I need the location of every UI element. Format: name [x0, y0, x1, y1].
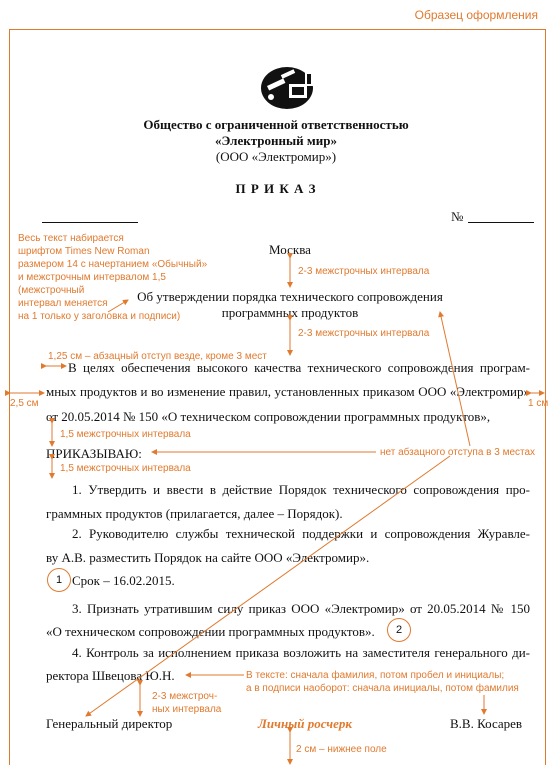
item3-line1: 3. Признать утратившим силу приказ ООО «Электромир» от 20.05.2014 № 150	[72, 601, 530, 616]
item4-line2: ректора Швецова Ю.Н.	[46, 668, 175, 683]
body-p1-line2: мных продуктов и во изменение правил, установленных приказом ООО «Электромир»	[46, 384, 530, 399]
date-line	[42, 222, 138, 223]
org-line-2: «Электронный мир»	[215, 133, 337, 148]
order-word: ПРИКАЗЫВАЮ:	[46, 446, 142, 461]
gap-15-a-note: 1,5 межстрочных интервала	[60, 429, 191, 440]
indent-note: 1,25 см – абзацный отступ везде, кроме 3 мест	[48, 351, 267, 362]
item4-line1: 4. Контроль за исполнением приказа возложить на заместителя генерального ди-	[72, 645, 530, 660]
org-line-3: (ООО «Электромир»)	[215, 149, 337, 164]
marker-circle-2: 2	[387, 618, 411, 642]
marker-circle-1: 1	[47, 568, 71, 592]
gap-15-b-note: 1,5 межстрочных интервала	[60, 463, 191, 474]
city: Москва	[269, 242, 311, 257]
bottom-margin-note: 2 см – нижнее поле	[296, 744, 387, 755]
title-line-1: Об утверждении порядка технического сопровождения	[137, 289, 443, 304]
org-line-1: Общество с ограниченной ответственностью	[143, 117, 409, 132]
gap-sign-note: 2-3 межстроч- ных интервала	[152, 691, 222, 715]
signature-mark: Личный росчерк	[258, 716, 352, 731]
left-margin-note: 2,5 см	[10, 398, 39, 409]
signature-name: В.В. Косарев	[450, 716, 523, 731]
item1-line1: 1. Утвердить и ввести в действие Порядок технического сопровождения про-	[72, 482, 530, 497]
right-margin-note: 1 см	[528, 398, 549, 409]
signature-position: Генеральный директор	[46, 716, 173, 731]
title-line-2: программных продуктов	[221, 305, 359, 320]
item2-line1: 2. Руководителю службы технической поддержки и сопровождения Журавле-	[72, 526, 530, 541]
company-logo-icon	[257, 62, 319, 110]
item3-line2: «О техническом сопровождении программных продуктов».	[46, 624, 375, 639]
font-note: Весь текст набирается шрифтом Times New Roman размером 14 с начертанием «Обычный» и межстрочным интервалом 1,5 (межстрочный интервал меняется на 1 только у заголовка и подписи)	[18, 233, 208, 322]
gap-title-note: 2-3 межстрочных интервала	[298, 328, 430, 339]
body-p1-line1: В целях обеспечения высокого качества технического сопровождения програм-	[68, 360, 530, 375]
sample-label: Образец оформления	[414, 8, 538, 22]
item2-line2: ву А.В. разместить Порядок на сайте ООО «Электромир».	[46, 550, 370, 565]
gap-city-note: 2-3 межстрочных интервала	[298, 266, 430, 277]
body-p1-line3: от 20.05.2014 № 150 «О техническом сопровождении программных продуктов»,	[46, 409, 491, 424]
doc-type: П Р И К А З	[235, 181, 317, 196]
no-indent-note: нет абзацного отступа в 3 местах	[380, 447, 536, 458]
deadline: Срок – 16.02.2015.	[72, 573, 175, 588]
name-note: В тексте: сначала фамилия, потом пробел и инициалы; а в подписи наоборот: сначала инициалы, потом фамилия	[246, 670, 519, 694]
number-line	[468, 222, 534, 223]
item1-line2: граммных продуктов (прилагается, далее – Порядок).	[46, 506, 343, 521]
number-sign: №	[451, 209, 464, 224]
